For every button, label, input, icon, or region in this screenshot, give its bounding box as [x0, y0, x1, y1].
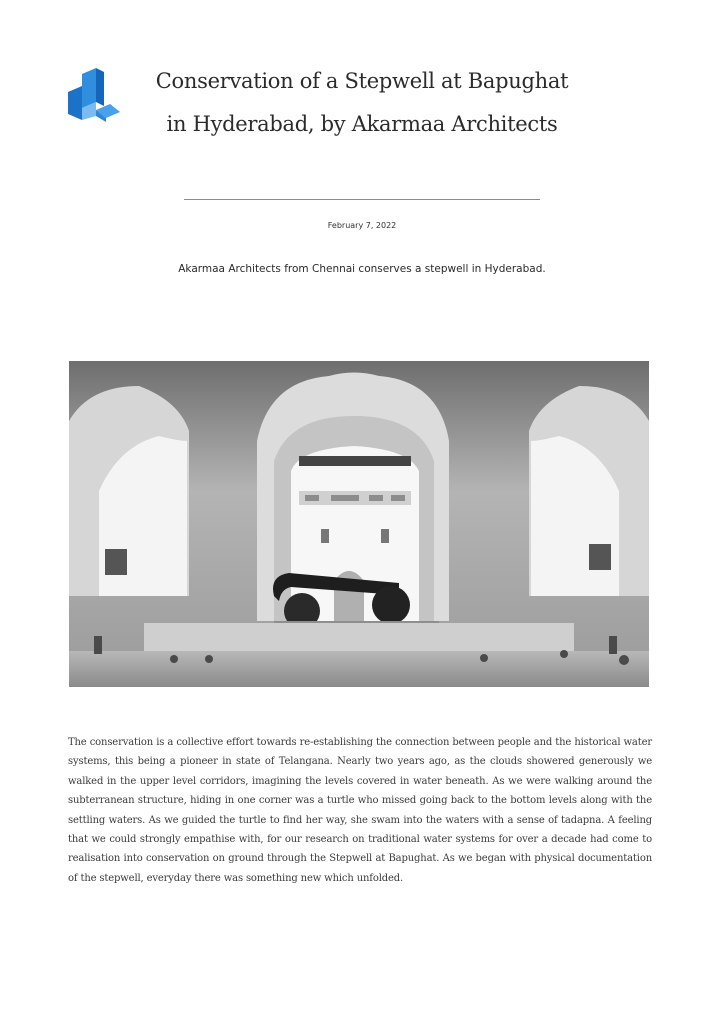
article-body: The conservation is a collective effort towards re-establishing the connection between people and the historical water systems, this being a pioneer in state of Telangana. Nearly two years ago, as the clouds showered generously we walked in the upper level corridors, imagining the levels covered in water beneath. As we were walking around the subterranean structure, hiding in one corner was a turtle who missed going back to the bottom levels along with the settling waters. As we guided the turtle to find her way, she swam into the waters with a sense of tadapna. A feeling that we could strongly empathise with, for our research on traditional water systems for over a decade had come to realisation into conservation on ground through the Stepwell at Bapughat. As we began with physical documentation of the stepwell, everyday there was something new which unfolded. [68, 737, 652, 884]
article-subtitle: Akarmaa Architects from Chennai conserves a stepwell in Hyderabad. [178, 263, 546, 275]
title-divider [184, 199, 540, 200]
publish-date: February 7, 2022 [327, 221, 397, 230]
article-title: Conservation of a Stepwell at Bapughat in Hyderabad, by Akarmaa Architects [155, 69, 569, 136]
article-photo [69, 361, 649, 687]
logo-icon [64, 66, 122, 126]
